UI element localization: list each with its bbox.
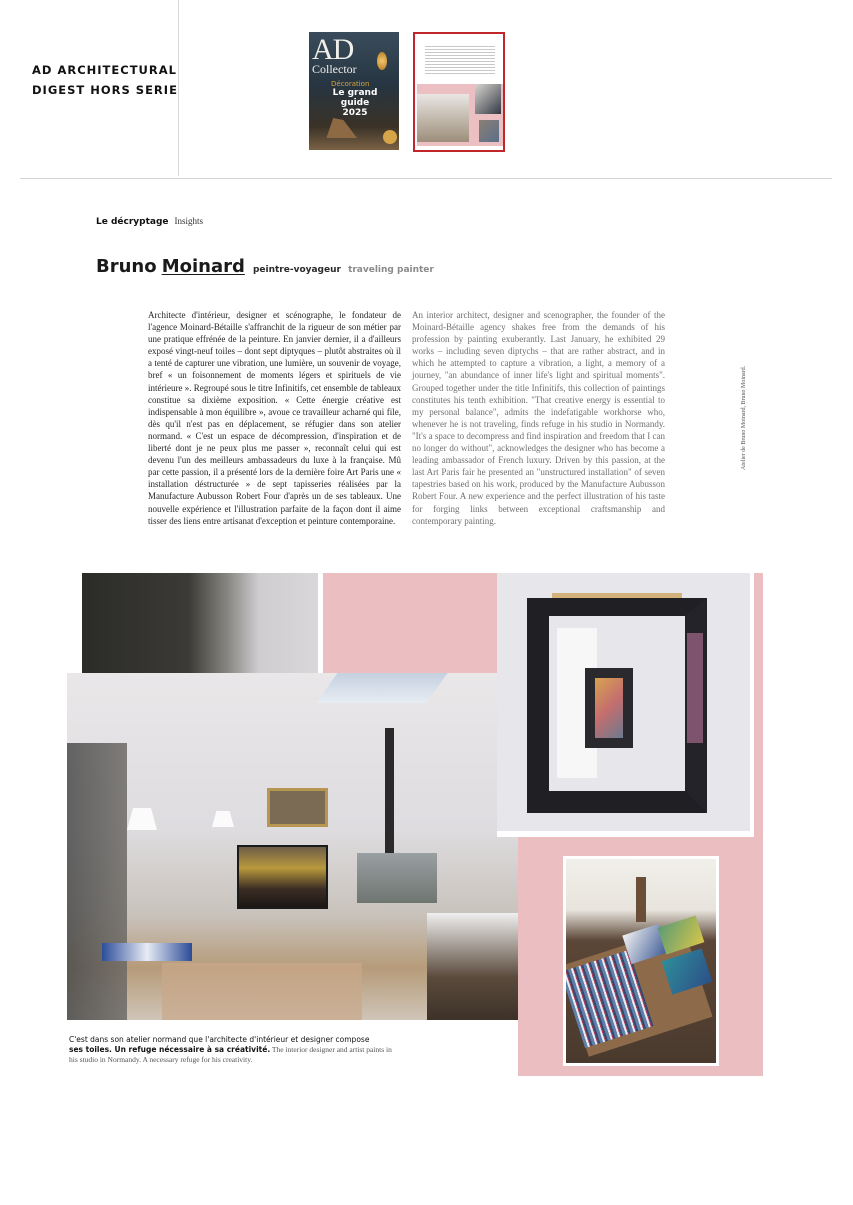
header-horizontal-divider	[20, 178, 832, 179]
cover-sculpture-image	[323, 118, 357, 138]
article-body-french: Architecte d'intérieur, designer et scénographe, le fondateur de l'agence Moinard-Bétaille s'affranchit de la rigueur de son métier par une pratique effrénée de la peinture. En janvier dernier, il a d'ailleurs exposé vingt-neuf toiles – dont sept diptyques – plutôt abstraites où il a tenté de capturer une vibration, une lumière, un souvenir de voyage, bref « un foisonnement de moments légers et spirituels de vie intérieure ». Regroupé sous le titre Infinitifs, cet ensemble de tableaux constitue sa dixième exposition. « Cette énergie créative est indispensable à mon équilibre », avoue ce travailleur acharné qui file, dès qu'il n'est pas en déplacement, se réfugier dans son atelier normand. « C'est un espace de décompression, d'inspiration et de liberté dont je ne peux plus me passer », reconnaît celui qui est devenu l'un des meilleurs ambassadeurs du luxe à la française. Mû par cette passion, il a présenté lors de la dernière foire Art Paris une « installation déstructurée » de sept tapisseries réalisées par la Manufacture Aubusson Robert Four d'après un de ses tableaux. Une nouvelle expérience et l'illustration parfaite de la façon dont il aime tisser des liens entre artisanat d'exception et peinture contemporaine.	[148, 310, 401, 526]
easel-landscape-painting	[237, 845, 328, 909]
caption-fr-line-2: ses toiles. Un refuge nécessaire à sa créativité.	[69, 1045, 271, 1054]
caption-fr-line-1: C'est dans son atelier normand que l'architecte d'intérieur et designer compose	[69, 1035, 370, 1044]
abstract-painting-image	[497, 573, 754, 837]
floor-rug	[162, 963, 362, 1020]
spread-thumbnail-selected[interactable]	[413, 32, 505, 152]
paint-table-photo	[563, 856, 719, 1066]
work-table	[427, 913, 518, 1020]
header-vertical-divider	[178, 0, 179, 176]
cover-headline-line-2: 2025	[342, 108, 368, 118]
easel-grey-painting	[357, 853, 437, 903]
skylight	[316, 673, 447, 703]
framed-painting	[267, 788, 328, 827]
headline-role-en: traveling painter	[348, 265, 434, 275]
abstract-painting-detail-image	[82, 573, 318, 674]
article-headline	[96, 256, 434, 277]
studio-interior-photo	[67, 673, 518, 1020]
section-label	[96, 216, 203, 227]
publication-title-line-2: DIGEST HORS SERIE	[32, 83, 178, 97]
headline-role-fr: peintre-voyageur	[252, 265, 341, 275]
blue-canvas	[102, 943, 192, 961]
cover-headline	[319, 88, 391, 118]
stove-pipe	[385, 728, 394, 858]
cover-badge	[383, 130, 397, 144]
section-label-en: Insights	[174, 216, 204, 226]
cover-lamp-image	[377, 52, 387, 70]
section-label-fr: Le décryptage	[96, 217, 169, 227]
cover-masthead: AD	[312, 33, 354, 66]
caption-text	[69, 1035, 399, 1065]
photo-credit-text: Atelier de Bruno Moinard, Bruno Moinard.	[741, 365, 747, 470]
article-body-english: An interior architect, designer and scenographer, the founder of the Moinard-Bétaille agency shakes free from the demands of his profession by painting exuberantly. Last January, he exhibited 29 works – including seven diptychs – that are rather abstract, and in which he attempted to capture a vibration, a light, a memory of a journey, "an abundance of inner life's light and spiritual moments". Grouped together under the title Infinitifs, this collection of paintings constitutes his tenth exhibition. "That creative energy is essential to my personal balance", admits the indefatigable workhorse who, whenever he is not traveling, finds refuge in his studio in Normandy. "It's a space to decompress and find inspiration and freedom that I can no longer do without", acknowledges the designer who has become a leading ambassador of French luxury. Driven by this passion, at the last Art Paris fair he presented an "unstructured installation" of seven tapestries based on his work, produced by the Manufacture Aubusson Robert Four. A new experience and the perfect illustration of his taste for forging links between exceptional craftsmanship and contemporary painting.	[412, 310, 665, 526]
spread-thumbnail-painting	[475, 84, 501, 114]
cover-kicker: Décoration	[331, 80, 370, 88]
headline-first-name: Bruno	[96, 256, 157, 277]
photo-caption	[67, 1020, 518, 1076]
publication-title	[32, 60, 178, 100]
publication-title-line-1: AD ARCHITECTURAL	[32, 63, 177, 77]
shelving	[67, 743, 127, 1020]
lamp-shade	[212, 811, 234, 827]
spread-thumbnail-palette-photo	[479, 120, 499, 142]
photo-credit	[741, 340, 753, 470]
inner-doorway-strokes	[585, 668, 633, 748]
chair	[636, 877, 646, 922]
spread-thumbnail-studio-photo	[417, 94, 469, 142]
spread-thumbnail-text	[425, 46, 495, 74]
lamp-shade	[127, 808, 157, 830]
cover-headline-line-1: Le grand guide	[332, 88, 378, 108]
headline-last-name: Moinard	[161, 256, 245, 277]
cover-subtitle: Collector	[312, 62, 357, 76]
caption-en: The interior designer and artist paints in his studio in Normandy. A necessary refuge for his creativity.	[69, 1045, 392, 1064]
publication-header	[0, 0, 853, 178]
cover-thumbnail[interactable]	[309, 32, 399, 150]
pink-stroke	[687, 633, 703, 743]
